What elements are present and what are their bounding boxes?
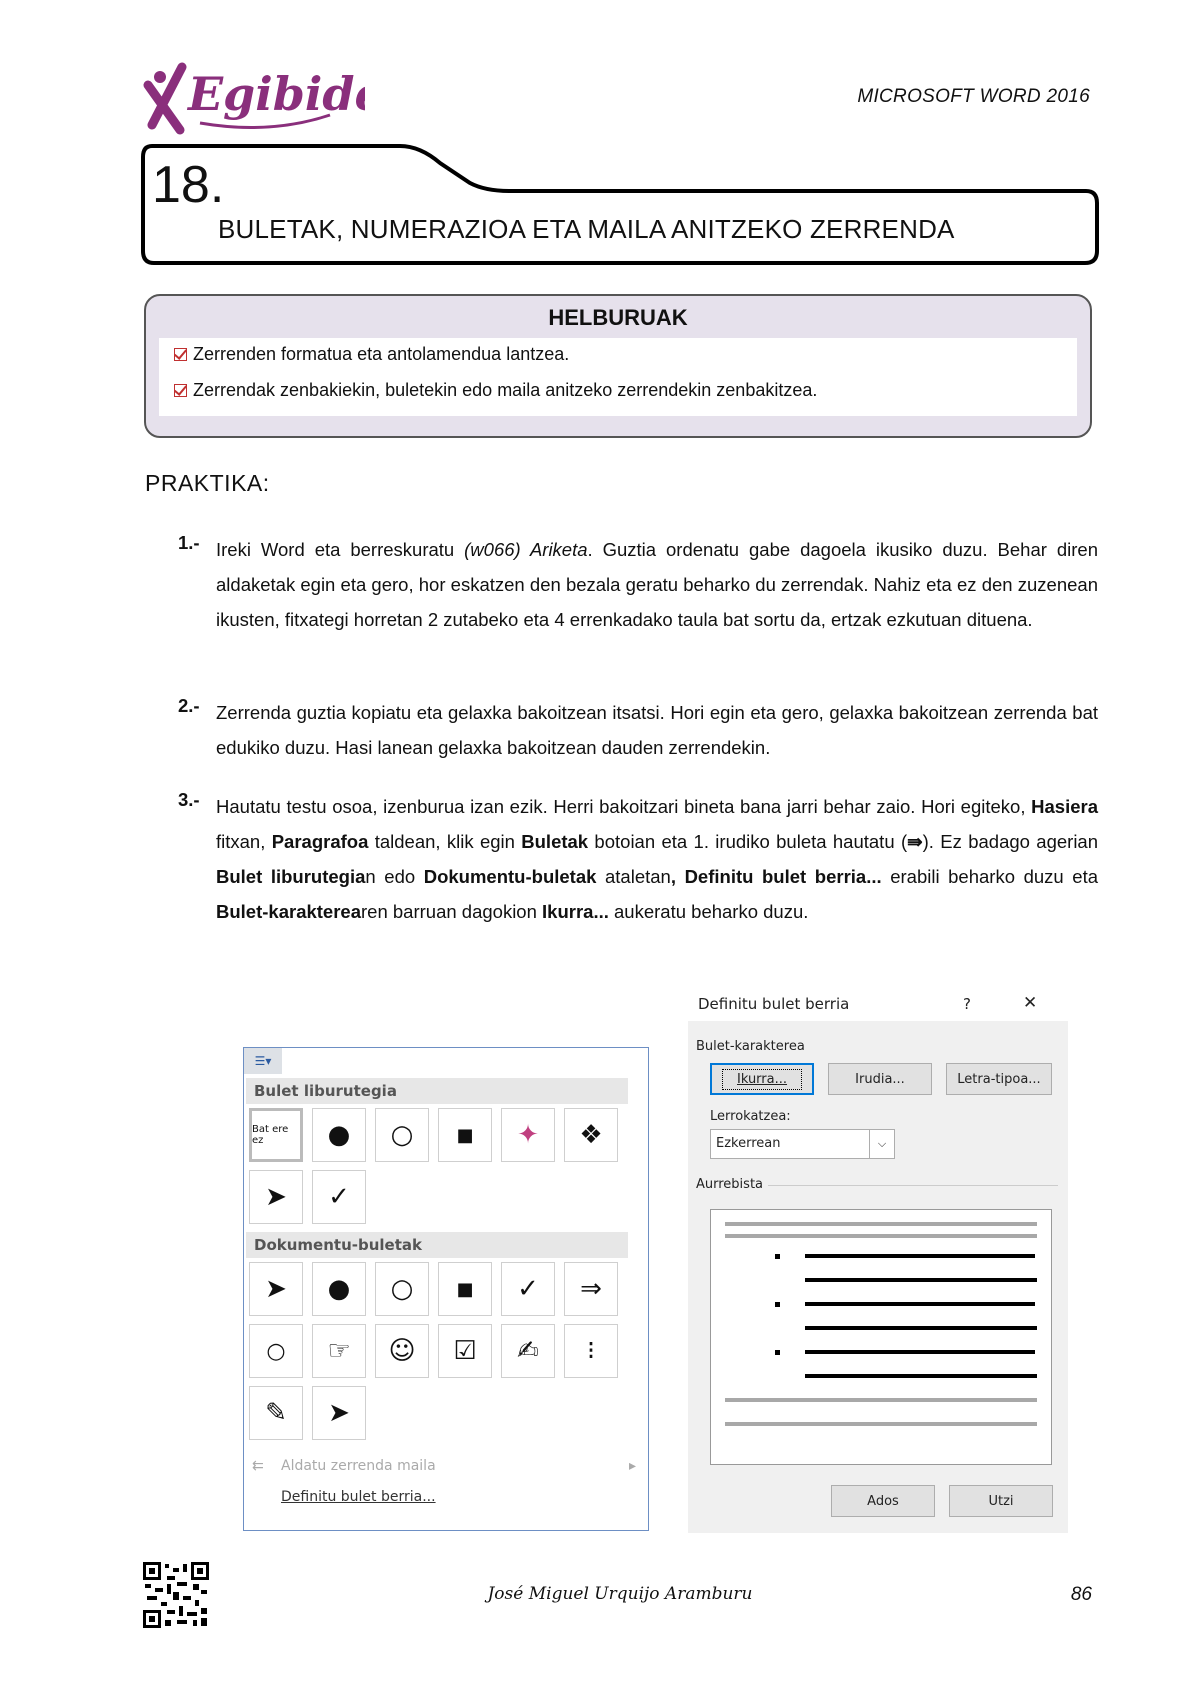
chapter-number: 18. <box>152 156 225 214</box>
step-text: Ireki Word eta berreskuratu (w066) Ariketa. Guztia ordenatu gabe dagoela ikusiko duzu. Behar diren aldaketak egin eta gero, hor eskatzen den bezala geratu beharko du zerrendak. Nahiz eta ez den zuzenean ikusten, fitxategi horretan 2 zutabeko eta 4 errenkadako taula bat sortu da, ertzak ezkutuan dituena. <box>216 539 1098 630</box>
help-icon[interactable]: ? <box>963 995 971 1013</box>
bullet-option[interactable]: ➤ <box>249 1262 303 1316</box>
bullet-option[interactable]: ✓ <box>312 1170 366 1224</box>
qr-code <box>143 1562 209 1628</box>
bullets-dropdown-icon[interactable]: ☰▾ <box>244 1048 282 1074</box>
preview-line <box>805 1326 1037 1330</box>
checkbox-checked-icon <box>174 348 187 361</box>
bullet-option[interactable]: ✍ <box>501 1324 555 1378</box>
objective-item <box>174 380 817 401</box>
bullet-option[interactable]: ✎ <box>249 1386 303 1440</box>
close-icon[interactable]: ✕ <box>1023 993 1038 1013</box>
bullet-character-label: Bulet-karakterea <box>696 1039 805 1054</box>
objectives-title: HELBURUAK <box>548 305 688 330</box>
logo-text: Egibide <box>188 67 365 121</box>
define-bullet-dialog <box>688 985 1068 1533</box>
bullet-option[interactable]: ✦ <box>501 1108 555 1162</box>
bullet-option[interactable]: ○ <box>375 1262 429 1316</box>
preview-line <box>805 1374 1037 1378</box>
step-number: 2.- <box>178 695 200 716</box>
chapter-frame <box>140 143 1100 268</box>
gallery-section-library: Bulet liburutegia <box>246 1078 628 1104</box>
bullet-none-option[interactable]: Bat ere ez <box>249 1108 303 1162</box>
step-3 <box>178 789 1098 929</box>
bullet-option[interactable]: ⇒ <box>564 1262 618 1316</box>
indent-icon: ⇇ <box>252 1458 264 1474</box>
preview-line <box>725 1398 1037 1402</box>
step-text: Hautatu testu osoa, izenburua izan ezik. Herri bakoitzari bineta bana jarri behar zaio. Hori egiteko, Hasiera fitxan, Paragrafoa taldean, klik egin Buletak botoian eta 1. irudiko buleta hautatu (⇛). Ez badago agerian Bulet liburutegian edo Dokumentu-buletak ataletan, Definitu bulet berria... erabili beharko duzu eta Bulet-karakterearen barruan dagokion Ikurra... aukeratu beharko duzu. <box>216 796 1099 922</box>
bullet-option[interactable]: ● <box>312 1262 366 1316</box>
preview-line <box>805 1302 1035 1306</box>
bullet-option[interactable]: ⁝ <box>564 1324 618 1378</box>
gallery-section-document: Dokumentu-buletak <box>246 1232 628 1258</box>
picture-button[interactable]: Irudia... <box>828 1063 932 1095</box>
step-number: 1.- <box>178 532 200 553</box>
objective-item <box>174 344 569 365</box>
egibide-logo <box>140 55 365 140</box>
preview-bullet <box>775 1350 780 1355</box>
preview-bullet <box>775 1254 780 1259</box>
symbol-button[interactable] <box>710 1063 814 1095</box>
bullet-option[interactable]: ■ <box>438 1108 492 1162</box>
bullet-option[interactable]: ➤ <box>249 1170 303 1224</box>
preview-line <box>805 1350 1035 1354</box>
divider <box>768 1185 1058 1186</box>
font-button[interactable]: Letra-tipoa... <box>946 1063 1052 1095</box>
bullet-option[interactable]: ❖ <box>564 1108 618 1162</box>
chevron-down-icon: ⌵ <box>869 1130 894 1158</box>
bullet-option[interactable]: ☺ <box>375 1324 429 1378</box>
bullet-gallery <box>243 1047 649 1531</box>
preview-bullet <box>775 1302 780 1307</box>
bullet-option[interactable]: ○ <box>375 1108 429 1162</box>
alignment-value: Ezkerrean <box>716 1136 781 1151</box>
preview-line <box>725 1222 1037 1226</box>
product-label: MICROSOFT WORD 2016 <box>857 86 1090 107</box>
alignment-label: Lerrokatzea: <box>710 1109 791 1124</box>
preview-line <box>725 1234 1037 1238</box>
preview-line <box>725 1422 1037 1426</box>
dialog-title: Definitu bulet berria <box>698 995 850 1013</box>
menu-define-new-bullet[interactable]: Definitu bulet berria... <box>281 1489 436 1505</box>
step-number: 3.- <box>178 789 200 810</box>
file-name: (w066) Ariketa <box>464 539 588 560</box>
bullet-option[interactable]: ☑ <box>438 1324 492 1378</box>
ok-button[interactable]: Ados <box>831 1485 935 1517</box>
menu-change-list-level[interactable]: Aldatu zerrenda maila <box>281 1458 436 1474</box>
step-text: Zerrenda guztia kopiatu eta gelaxka bakoitzean itsatsi. Hori egin eta gero, gelaxka bakoitzean zerrenda bat edukiko duzu. Hasi lanean gelaxka bakoitzean dauden zerrendekin. <box>216 702 1098 758</box>
step-2 <box>178 695 1098 765</box>
checkbox-checked-icon <box>174 384 187 397</box>
submenu-arrow-icon: ▸ <box>629 1458 637 1474</box>
objective-text: Zerrenden formatua eta antolamendua lantzea. <box>193 344 570 364</box>
preview-pane <box>710 1209 1052 1465</box>
alignment-select[interactable] <box>710 1129 895 1159</box>
chapter-title: BULETAK, NUMERAZIOA ETA MAILA ANITZEKO ZERRENDA <box>218 214 955 244</box>
double-arrow-icon: ⇛ <box>907 831 923 852</box>
preview-line <box>805 1278 1037 1282</box>
symbol-button-label: Ikurra... <box>722 1069 802 1090</box>
preview-label: Aurrebista <box>696 1177 764 1192</box>
section-title: PRAKTIKA: <box>145 470 270 496</box>
author-name: José Miguel Urquijo Aramburu <box>487 1584 753 1604</box>
objective-text: Zerrendak zenbakiekin, buletekin edo maila anitzeko zerrendekin zenbakitzea. <box>193 380 818 400</box>
bullet-option[interactable]: ✓ <box>501 1262 555 1316</box>
step-1 <box>178 532 1098 637</box>
bullet-option[interactable]: ➤ <box>312 1386 366 1440</box>
bullet-option[interactable]: ● <box>312 1108 366 1162</box>
page-number: 86 <box>1070 1584 1092 1605</box>
cancel-button[interactable]: Utzi <box>949 1485 1053 1517</box>
bullet-option[interactable]: ■ <box>438 1262 492 1316</box>
bullet-option[interactable]: ○ <box>249 1324 303 1378</box>
preview-line <box>805 1254 1035 1258</box>
bullet-option[interactable]: ☞ <box>312 1324 366 1378</box>
